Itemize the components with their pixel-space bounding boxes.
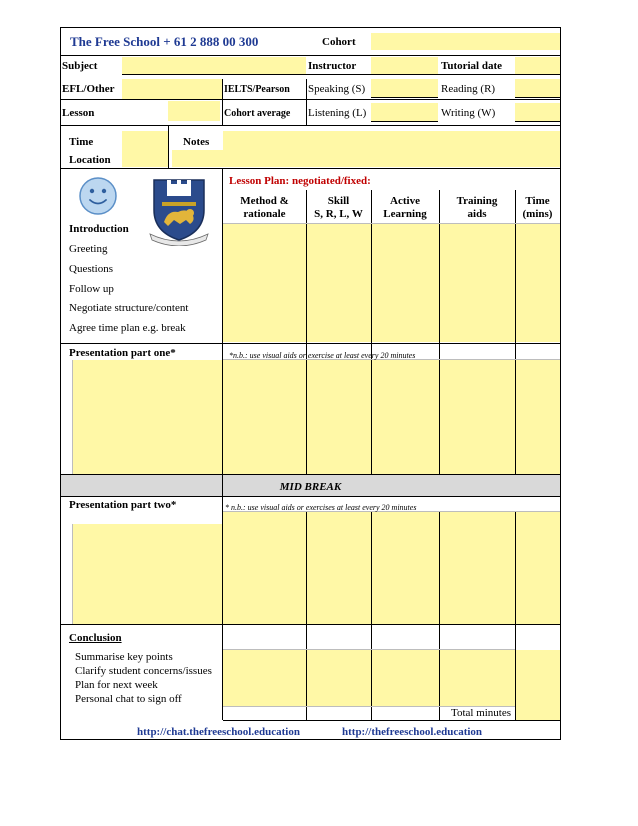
- conclusion-item: Summarise key points: [75, 651, 173, 663]
- school-phone-title: The Free School + 61 2 888 00 300: [70, 34, 259, 49]
- form-frame: [60, 27, 561, 740]
- total-minutes-label: Total minutes: [451, 707, 512, 719]
- intro-item: Greeting: [69, 243, 108, 255]
- intro-item: Questions: [69, 263, 113, 275]
- website-link[interactable]: http://thefreeschool.education: [342, 726, 483, 738]
- mid-break-label: MID BREAK: [279, 481, 342, 493]
- reading-label: Reading (R): [441, 83, 496, 95]
- lesson-plan-title: Lesson Plan: negotiated/fixed:: [229, 175, 371, 187]
- introduction-heading: Introduction: [69, 223, 129, 235]
- conclusion-item: Plan for next week: [75, 679, 158, 691]
- intro-item: Follow up: [69, 283, 114, 295]
- part1-note: *n.b.: use visual aids or exercise at least every 20 minutes: [229, 351, 416, 360]
- lesson-label: Lesson: [62, 107, 95, 119]
- part1-heading: Presentation part one*: [69, 347, 176, 359]
- tutorial-date-label: Tutorial date: [441, 60, 503, 72]
- school-crest-icon: [146, 176, 212, 246]
- conclusion-item: Personal chat to sign off: [75, 693, 182, 705]
- col-skill: Skill S, R, L, W: [314, 195, 363, 220]
- cohort-label: Cohort: [322, 36, 356, 48]
- part2-heading: Presentation part two*: [69, 499, 177, 511]
- col-method: Method & rationale: [240, 195, 289, 220]
- speaking-label: Speaking (S): [308, 83, 366, 95]
- efl-label: EFL/Other: [62, 83, 115, 95]
- col-training-aids: Training aids: [456, 195, 498, 220]
- part2-note: * n.b.: use visual aids or exercises at least every 20 minutes: [225, 503, 417, 512]
- time-label: Time: [69, 136, 94, 148]
- writing-label: Writing (W): [441, 107, 496, 119]
- subject-label: Subject: [62, 60, 98, 72]
- intro-item: Agree time plan e.g. break: [69, 322, 186, 334]
- ielts-label: IELTS/Pearson: [224, 84, 290, 95]
- cohort-average-label: Cohort average: [224, 108, 291, 119]
- smiley-face-icon: [78, 176, 118, 216]
- intro-item: Negotiate structure/content: [69, 302, 189, 314]
- conclusion-heading: Conclusion: [69, 632, 122, 644]
- instructor-label: Instructor: [308, 60, 357, 72]
- col-active-learning: Active Learning: [383, 195, 427, 220]
- chat-link[interactable]: http://chat.thefreeschool.education: [137, 726, 300, 738]
- col-time-mins: Time (mins): [522, 195, 553, 220]
- location-label: Location: [69, 154, 111, 166]
- listening-label: Listening (L): [308, 107, 367, 119]
- conclusion-item: Clarify student concerns/issues: [75, 665, 212, 677]
- notes-label: Notes: [183, 136, 210, 148]
